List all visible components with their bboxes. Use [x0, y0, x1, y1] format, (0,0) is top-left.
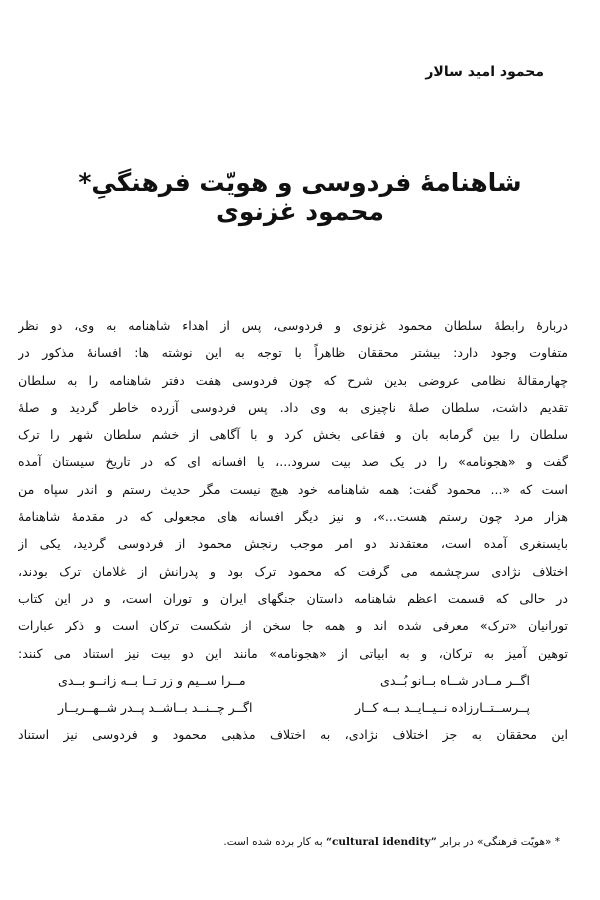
- paragraph-line: تورانیان «ترک» معرفی شده اند و همه جا سخن از شکست ترکان است و ذکر عبارات: [18, 618, 568, 634]
- paragraph-line: بایسنغری آمده است، معتقدند دو امر موجب رنجش محمود از فردوسی گردید، یکی از: [18, 536, 568, 552]
- verse-couplet: [18, 694, 568, 721]
- footnote: [223, 836, 560, 848]
- paragraph-line: توهین آمیز به ترکان، و به ابیاتی از «هجونامه» مانند این دو بیت نیز استناد می کنند:: [18, 645, 568, 661]
- verse-hemistich: مــرا ســیم و زر تــا بــه زانــو بــدی: [58, 672, 246, 688]
- paragraph-line: متفاوت وجود دارد: بیشتر محققان ظاهراً با توجه به این نوشته ها: افسانهٔ مذکور در: [18, 345, 568, 361]
- paragraph-line: است که «... محمود گفت: همه شاهنامه خود هیچ نیست مگر حدیث رستم و اندر سپاه من: [18, 481, 568, 497]
- paragraph-line: هزار مرد چون رستم هست...»، و نیز دیگر افسانه های مجعولی که در مقدمهٔ شاهنامهٔ: [18, 509, 568, 525]
- verse-couplet: [18, 667, 568, 694]
- paragraph-line: این محققان به جز اختلاف نژادی، به اختلاف مذهبی محمود و فردوسی نیز استناد: [18, 727, 568, 743]
- footnote-english-term: “cultural idendity”: [325, 836, 437, 848]
- paragraph-line: تقدیم داشت، سلطان صلهٔ ناچیزی به وی داد. پس فردوسی آزرده خاطر گردید و صلهٔ: [18, 399, 568, 415]
- paragraph-line: چهارمقالهٔ نظامی عروضی بدین شرح که چون فردوسی هفت دفتر شاهنامه را به سلطان: [18, 372, 568, 388]
- verse-hemistich: اگــر چــنــد بــاشــد پــدر شــهــریــار: [58, 700, 253, 716]
- author-name: محمود امید سالار: [425, 64, 544, 80]
- footnote-suffix: به کار برده شده است.: [223, 836, 323, 848]
- article-title: شاهنامهٔ فردوسی و هویّت فرهنگیِ* محمود غزنوی: [78, 168, 522, 226]
- verse-hemistich: پــرســتــارزاده نــیــایــد بــه کــار: [355, 700, 530, 716]
- paragraph-line: دربارۀ رابطۀ سلطان محمود غزنوی و فردوسی، پس از اهداء شاهنامه به وی، دو نظر: [18, 318, 568, 333]
- article-body: [18, 312, 568, 749]
- verse-hemistich: اگــر مــادر شــاه بــانو بُــدی: [380, 672, 530, 688]
- paragraph-line: گفت و «هجونامه» را در یک صد بیت سرود...، یا افسانه ای که در تاریخ سیستان آمده: [18, 454, 568, 470]
- paragraph-line: اختلاف نژادی سرچشمه می گرفت که محمود ترک بود و پدرانش از غلامان ترک بودند،: [18, 563, 568, 579]
- paragraph-line: در حالی که قسمت اعظم شاهنامه داستان جنگهای ایران و توران است، و در این کتاب: [18, 590, 568, 606]
- footnote-prefix: * «هویّت فرهنگی» در برابر: [440, 836, 560, 848]
- paragraph-line: سلطان را بین گرمابه بان و فقاعی بخش کرد و با آگاهی از خشم سلطان شهر را ترک: [18, 427, 568, 443]
